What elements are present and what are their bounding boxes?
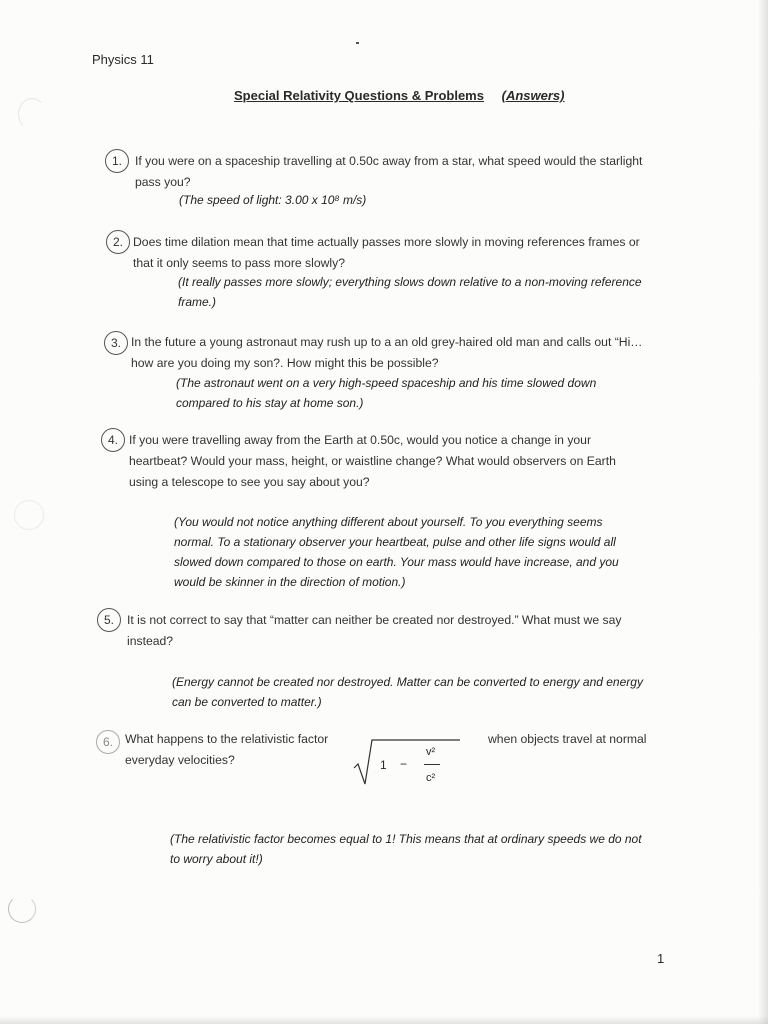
answer-5-line-2: can be converted to matter.) [172, 695, 322, 709]
answer-3-line-1: (The astronaut went on a very high-speed spaceship and his time slowed down [176, 376, 597, 390]
answer-6-line-1: (The relativistic factor becomes equal to 1! This means that at ordinary speeds we do not [170, 832, 642, 846]
question-6-line-1: What happens to the relativistic factor [125, 732, 329, 746]
page-edge-shadow [758, 0, 768, 1024]
binder-hole-top [18, 98, 46, 130]
answers-label: (Answers) [501, 88, 565, 103]
answer-3 [176, 373, 596, 413]
answer-2-line-1: (It really passes more slowly; everything slows down relative to a non-moving reference [178, 275, 642, 289]
question-4-line-2: heartbeat? Would your mass, height, or waistline change? What would observers on Earth [129, 454, 616, 468]
question-number-3: 3. [104, 331, 128, 355]
question-6-line-2: everyday velocities? [125, 753, 235, 767]
question-number-2: 2. [106, 230, 130, 254]
answer-1 [179, 190, 366, 210]
scan-speck [356, 42, 359, 44]
binder-hole-middle [14, 500, 44, 530]
course-name: Physics 11 [92, 52, 154, 67]
question-1-line-1: If you were on a spaceship travelling at 0.50c away from a star, what speed would the starlight [135, 154, 643, 168]
question-2-line-1: Does time dilation mean that time actually passes more slowly in moving references frames or [133, 235, 640, 249]
question-5 [127, 610, 707, 652]
answer-3-line-2: compared to his stay at home son.) [176, 396, 364, 410]
title-text: Special Relativity Questions & Problems [234, 88, 484, 103]
question-number-1: 1. [105, 149, 129, 173]
question-4 [129, 430, 709, 493]
formula-minus: − [400, 757, 408, 771]
question-2 [133, 232, 713, 274]
relativistic-factor-formula [352, 732, 462, 792]
question-number-4: 4. [101, 428, 125, 452]
formula-numerator: v² [426, 746, 436, 758]
fraction-bar [424, 764, 440, 765]
answer-2 [178, 272, 642, 312]
answer-4-line-2: normal. To a stationary observer your heartbeat, pulse and other life signs would all [174, 535, 616, 549]
answer-4 [174, 512, 619, 592]
question-4-line-1: If you were travelling away from the Earth at 0.50c, would you notice a change in your [129, 433, 592, 447]
answer-2-line-2: frame.) [178, 295, 217, 309]
answer-6 [170, 829, 642, 869]
answer-4-line-4: would be skinner in the direction of motion.) [174, 575, 406, 589]
answer-4-line-1: (You would not notice anything different about yourself. To you everything seems [174, 515, 603, 529]
answer-5 [172, 672, 643, 712]
question-1 [135, 151, 715, 193]
answer-1-line-1: (The speed of light: 3.00 x 10⁸ m/s) [179, 193, 367, 207]
answer-5-line-1: (Energy cannot be created nor destroyed. Matter can be converted to energy and energy [172, 675, 643, 689]
question-4-line-3: using a telescope to see you say about you? [129, 475, 370, 489]
question-5-line-2: instead? [127, 634, 174, 648]
page-number: 1 [657, 951, 665, 966]
page-bottom-shadow [0, 1016, 768, 1024]
question-3 [131, 332, 711, 374]
question-3-line-2: how are you doing my son?. How might this be possible? [131, 356, 439, 370]
question-6 [125, 729, 365, 771]
answer-6-line-2: to worry about it!) [170, 852, 263, 866]
question-3-line-1: In the future a young astronaut may rush up to a an old grey-haired old man and calls out “Hi… [131, 335, 643, 349]
question-6-continuation: when objects travel at normal [488, 732, 647, 746]
answer-4-line-3: slowed down compared to those on earth. Your mass would have increase, and you [174, 555, 619, 569]
formula-one: 1 [380, 758, 387, 772]
formula-denominator: c² [426, 772, 436, 784]
binder-hole-bottom [8, 895, 36, 923]
question-number-5: 5. [97, 608, 121, 632]
question-1-line-2: pass you? [135, 175, 191, 189]
page-title [234, 88, 564, 103]
question-5-line-1: It is not correct to say that “matter can neither be created nor destroyed.” What must we say [127, 613, 622, 627]
question-number-6: 6. [96, 730, 120, 754]
question-2-line-2: that it only seems to pass more slowly? [133, 256, 346, 270]
